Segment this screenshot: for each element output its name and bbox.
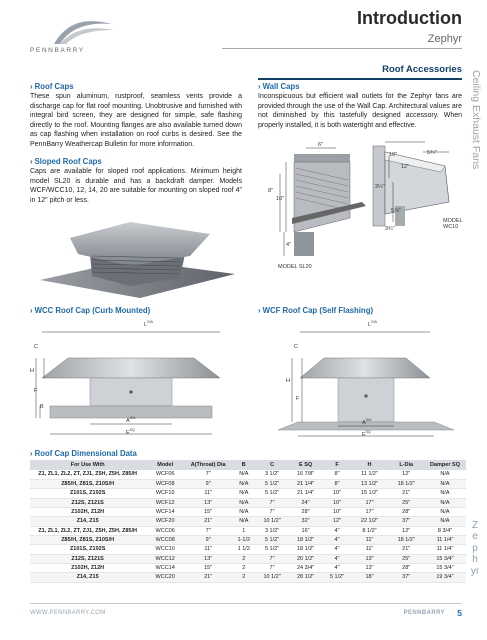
table-cell: Z102H, Z12H: [30, 507, 145, 516]
wcf-label-h: H: [286, 378, 290, 384]
table-cell: Z12S, Z121S: [30, 554, 145, 563]
table-cell: WCF08: [145, 479, 185, 488]
table-cell: WCC14: [145, 563, 185, 572]
roof-cap-photo: [30, 208, 245, 303]
table-cell: 8": [323, 479, 350, 488]
table-row: [30, 573, 466, 582]
col-header: Damper SQ: [424, 460, 466, 470]
table-cell: 21 1/4": [288, 479, 324, 488]
chevron-right-icon: ›: [258, 306, 261, 315]
table-cell: 11": [351, 535, 389, 544]
table-cell: Z85/H, Z81S, Z10S/H: [30, 535, 145, 544]
table-cell: 12": [388, 470, 424, 479]
table-cell: 21": [388, 489, 424, 498]
table-cell: 28": [388, 563, 424, 572]
table-cell: 11 1/4": [424, 545, 466, 554]
wcc-label-a: $A^{DIA}$: [126, 416, 136, 424]
table-cell: 15 1/2": [351, 489, 389, 498]
wc10-dim-5-3-4: 5¾": [427, 150, 437, 156]
table-cell: 28 1/2": [288, 573, 324, 582]
table-cell: N/A: [231, 479, 256, 488]
table-cell: 10": [323, 489, 350, 498]
col-header: A(Throat) Dia: [185, 460, 231, 470]
table-cell: 2: [231, 554, 256, 563]
wcc-label-b: B: [40, 404, 44, 410]
table-cell: WCF14: [145, 507, 185, 516]
table-cell: 11": [185, 545, 231, 554]
table-cell: N/A: [424, 479, 466, 488]
table-cell: WCC08: [145, 535, 185, 544]
col-header: C: [256, 460, 287, 470]
chevron-right-icon: ›: [30, 306, 33, 315]
table-row: [30, 470, 466, 479]
col-header: L-Dia: [388, 460, 424, 470]
footer-brand: PENNBARRY: [403, 610, 445, 616]
table-cell: 11": [185, 489, 231, 498]
table-cell: 17": [351, 507, 389, 516]
table-cell: 4": [323, 545, 350, 554]
table-cell: Z102H, Z12H: [30, 563, 145, 572]
table-row: [30, 563, 466, 572]
table-cell: Z12S, Z121S: [30, 498, 145, 507]
table-cell: 5 1/2": [256, 545, 287, 554]
wc10-caption: MODEL WC10: [443, 218, 463, 230]
table-cell: 8 1/2": [351, 526, 389, 535]
wc10-dim-3-3-4: 3¾": [385, 226, 395, 232]
table-cell: 11": [351, 545, 389, 554]
table-cell: 4": [323, 563, 350, 572]
table-cell: 18 1/2": [388, 535, 424, 544]
table-cell: 3 1/2": [256, 526, 287, 535]
table-cell: 24 3/4": [288, 563, 324, 572]
table-cell: 37": [388, 517, 424, 526]
table-cell: WCF06: [145, 470, 185, 479]
table-cell: 3 1/2": [256, 470, 287, 479]
table-cell: N/A: [231, 507, 256, 516]
page-title: Introduction: [357, 8, 462, 28]
wc10-dim-12: 12": [401, 164, 410, 170]
wcc-label-h: H: [30, 368, 34, 374]
sloped-caps-text: Caps are available for sloped roof applications. Minimum height model SL20 is durable and has a backdraft damper. Models WCF/WCC10, 12, 14, 20 are suitable for mounting on sloped roof 4" in 12" pitch or less.: [30, 168, 242, 204]
col-header: For Use With: [30, 460, 145, 470]
table-cell: 7": [256, 507, 287, 516]
dim-table-heading: › Roof Cap Dimensional Data: [30, 449, 137, 458]
table-row: [30, 507, 466, 516]
table-cell: 1: [231, 526, 256, 535]
chevron-right-icon: ›: [258, 82, 261, 91]
wcf-label-a: $A^{DIA}$: [362, 418, 372, 426]
table-cell: 7": [256, 554, 287, 563]
table-cell: 8": [323, 470, 350, 479]
table-row: [30, 535, 466, 544]
col-header: F: [323, 460, 350, 470]
table-cell: N/A: [231, 498, 256, 507]
wcc-label-c: C: [34, 344, 38, 350]
wall-caps-heading: › Wall Caps: [258, 82, 300, 91]
brand-wordmark: PENNBARRY: [30, 47, 85, 54]
table-cell: 15": [185, 507, 231, 516]
table-cell: WCC20: [145, 573, 185, 582]
table-cell: 25": [388, 498, 424, 507]
table-cell: 37": [388, 573, 424, 582]
header-divider: [222, 48, 462, 49]
sloped-caps-heading: › Sloped Roof Caps: [30, 157, 102, 166]
dim-table-body: [30, 470, 466, 582]
chevron-right-icon: ›: [30, 157, 33, 166]
table-cell: Z1, ZL1, ZL2, ZT, ZJ1, Z5H, Z5H, Z85/H: [30, 470, 145, 479]
dim-table: [30, 460, 466, 583]
sl20-dim-bottom: 4": [286, 242, 292, 248]
table-cell: 11 1/4": [424, 535, 466, 544]
table-row: [30, 554, 466, 563]
table-cell: 1-1/2: [231, 535, 256, 544]
table-cell: 16": [288, 526, 324, 535]
table-cell: N/A: [424, 507, 466, 516]
side-category-label: Ceiling Exhaust Fans: [470, 70, 482, 170]
sl20-dim-left-a: 8": [268, 188, 274, 194]
chevron-right-icon: ›: [30, 82, 33, 91]
col-header: Model: [145, 460, 185, 470]
section-title: Roof Accessories: [382, 64, 462, 75]
table-cell: N/A: [231, 517, 256, 526]
table-cell: WCC12: [145, 554, 185, 563]
col-header: H: [351, 460, 389, 470]
table-cell: 5 1/2": [256, 479, 287, 488]
table-cell: 5 1/2": [256, 535, 287, 544]
wcc-diagram: [30, 318, 242, 440]
wcc-label-l: $L^{DIA}$: [144, 320, 153, 328]
table-cell: 21 1/4": [288, 489, 324, 498]
table-cell: 21": [185, 517, 231, 526]
table-cell: 7": [256, 498, 287, 507]
table-cell: 20 1/2": [288, 554, 324, 563]
table-cell: 13": [351, 563, 389, 572]
table-cell: 13": [185, 554, 231, 563]
table-cell: 24": [288, 498, 324, 507]
table-cell: 18 1/2": [288, 545, 324, 554]
table-cell: Z85/H, Z81S, Z10S/H: [30, 479, 145, 488]
wcf-label-l: $L^{DIA}$: [368, 320, 377, 328]
page-subtitle: Zephyr: [427, 33, 462, 45]
wall-caps-text: Inconspicuous but efficient wall outlets for the Zephyr fans are provided through the use of the Wall Cap. Architectural values are not diminished by this tastefully designed accessory. When properly installed, it is both watertight and effective.: [258, 93, 462, 129]
table-cell: 13": [185, 498, 231, 507]
table-cell: 1 1/2: [231, 545, 256, 554]
table-cell: 28": [388, 507, 424, 516]
table-cell: 2: [231, 573, 256, 582]
table-cell: N/A: [231, 489, 256, 498]
sl20-dim-top: 6": [318, 142, 324, 148]
table-cell: N/A: [424, 470, 466, 479]
table-cell: 7": [256, 563, 287, 572]
table-cell: N/A: [424, 517, 466, 526]
table-cell: 21": [388, 545, 424, 554]
table-cell: WCC10: [145, 545, 185, 554]
table-cell: 12": [323, 517, 350, 526]
table-row: [30, 545, 466, 554]
table-cell: 11 1/2": [351, 470, 389, 479]
wcf-diagram: [258, 318, 470, 440]
dim-table-wrap: [30, 460, 466, 583]
table-cell: 13 1/2": [351, 479, 389, 488]
table-cell: Z1, ZL1, ZL2, ZT, ZJ1, Z5H, Z5H, Z85/H: [30, 526, 145, 535]
roof-caps-heading: › Roof Caps: [30, 82, 74, 91]
sl20-diagram: [262, 140, 372, 272]
wc10-dim-5-7-8: 5⅞": [391, 208, 401, 214]
page-number: 5: [457, 608, 462, 618]
wcf-heading: › WCF Roof Cap (Self Flashing): [258, 306, 374, 315]
table-cell: 18": [351, 573, 389, 582]
table-cell: Z14, Z15: [30, 573, 145, 582]
table-cell: 7": [185, 526, 231, 535]
table-header-row: [30, 460, 466, 470]
table-cell: 18 1/2": [388, 479, 424, 488]
footer-url[interactable]: WWW.PENNBARRY.COM: [30, 610, 106, 616]
table-row: [30, 479, 466, 488]
table-cell: 9": [185, 535, 231, 544]
table-cell: 22 1/2": [351, 517, 389, 526]
table-cell: N/A: [231, 470, 256, 479]
table-cell: WCC06: [145, 526, 185, 535]
table-cell: 10": [323, 498, 350, 507]
wcc-label-f: F: [34, 388, 38, 394]
table-row: [30, 489, 466, 498]
wcc-label-e: $E^{SQ}$: [126, 428, 135, 436]
wc10-dim-3-1-4: 3¼": [375, 184, 385, 190]
table-cell: Z14, Z15: [30, 517, 145, 526]
table-cell: 4": [323, 535, 350, 544]
table-cell: 2: [231, 563, 256, 572]
table-cell: 19 3/4": [424, 573, 466, 582]
roof-caps-text: These spun aluminum, rustproof, seamless vents provide a discharge cap for flat roof mounting. Unobtrusive and furnished with integral bird screen, they are designed for simple, safe flashing directly to the roof. Mounting flanges are also available turned down as cap flashing when installation on roof curbs is desired. See the PennBarry Weathercap Bulletin for more information.: [30, 93, 242, 148]
table-cell: 18 1/2": [288, 535, 324, 544]
table-cell: 10 1/2": [256, 517, 287, 526]
table-cell: 10": [323, 507, 350, 516]
table-cell: 16 7/8": [288, 470, 324, 479]
sl20-dim-left-b: 10": [276, 196, 285, 202]
table-cell: Z101S, Z102S: [30, 545, 145, 554]
table-cell: 9": [185, 479, 231, 488]
table-cell: 21": [185, 573, 231, 582]
table-row: [30, 517, 466, 526]
sl20-caption: MODEL SL20: [278, 264, 312, 270]
table-cell: N/A: [424, 498, 466, 507]
table-cell: N/A: [424, 489, 466, 498]
table-cell: 28": [288, 507, 324, 516]
table-row: [30, 498, 466, 507]
table-cell: 12": [388, 526, 424, 535]
table-cell: 15 3/4": [424, 563, 466, 572]
table-cell: 10 1/2": [256, 573, 287, 582]
table-cell: 7": [185, 470, 231, 479]
table-cell: 4": [323, 526, 350, 535]
footer-divider: [30, 603, 462, 604]
table-cell: Z101S, Z102S: [30, 489, 145, 498]
chevron-right-icon: ›: [30, 449, 33, 458]
wcf-label-e: $E^{SQ}$: [362, 430, 371, 438]
table-cell: WCF20: [145, 517, 185, 526]
table-cell: 25": [388, 554, 424, 563]
table-cell: 17": [351, 498, 389, 507]
wc10-dim-10: 10": [389, 152, 398, 158]
table-cell: 15 3/4": [424, 554, 466, 563]
table-cell: 4": [323, 554, 350, 563]
table-cell: 13": [351, 554, 389, 563]
wcc-heading: › WCC Roof Cap (Curb Mounted): [30, 306, 151, 315]
table-cell: 15": [185, 563, 231, 572]
side-brand-vertical: Zephyr: [470, 520, 480, 577]
col-header: B: [231, 460, 256, 470]
table-cell: 5 1/2": [256, 489, 287, 498]
table-cell: WCF12: [145, 498, 185, 507]
table-cell: WCF10: [145, 489, 185, 498]
col-header: E SQ: [288, 460, 324, 470]
wc10-diagram: [365, 138, 470, 238]
wcf-label-f: F: [296, 396, 300, 402]
table-cell: 8 3/4": [424, 526, 466, 535]
table-cell: 5 1/2": [323, 573, 350, 582]
table-cell: 32": [288, 517, 324, 526]
wcf-label-c: C: [294, 344, 298, 350]
table-row: [30, 526, 466, 535]
